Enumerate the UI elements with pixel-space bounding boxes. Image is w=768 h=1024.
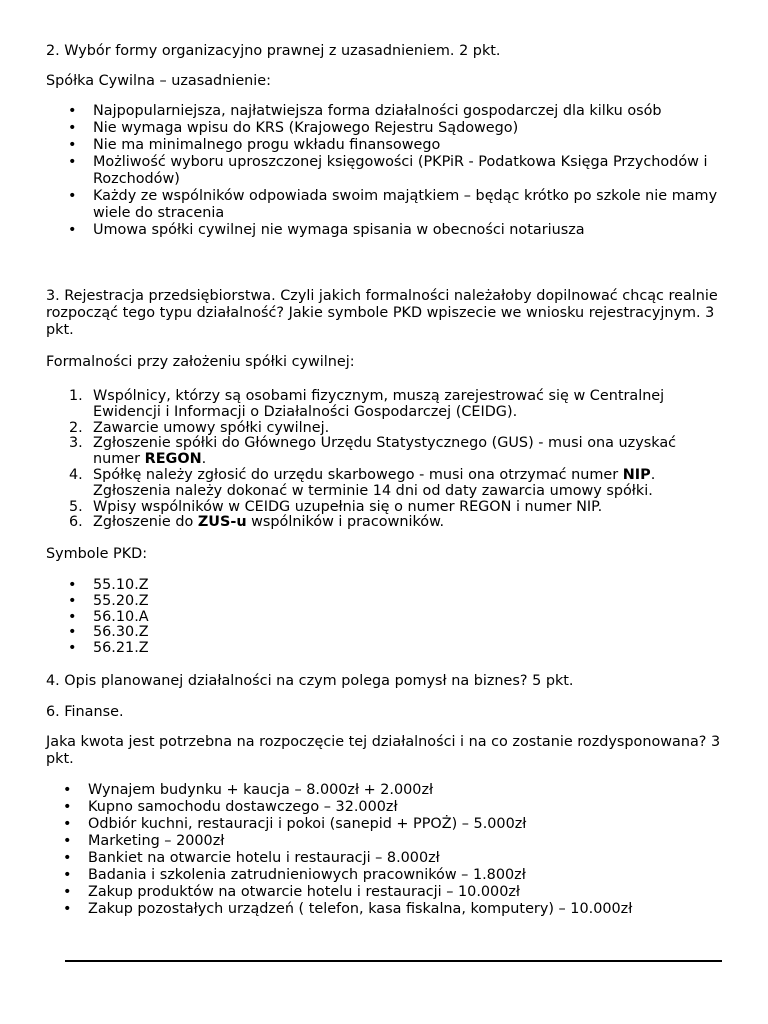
horizontal-rule bbox=[65, 960, 722, 962]
list-item: • 56.10.A bbox=[68, 608, 149, 625]
section-2-subheading: Spółka Cywilna – uzasadnienie: bbox=[46, 73, 271, 89]
regon-term: REGON bbox=[144, 451, 202, 468]
list-item: • Zakup pozostałych urządzeń ( telefon, kasa fiskalna, komputery) – 10.000zł bbox=[63, 901, 633, 917]
list-item: 1. Wspólnicy, którzy są osobami fizycznym, muszą zarejestrować się w Centralnej Ewidencji i Informacji o Działalności Gospodarczej (CEIDG). bbox=[69, 388, 665, 420]
bullet-marker: • bbox=[68, 640, 77, 657]
list-item: • Każdy ze wspólników odpowiada swoim majątkiem – będąc krótko po szkole nie mamy wiele do stracenia bbox=[68, 188, 718, 221]
section-4-heading: 4. Opis planowanej działalności na czym polega pomysł na biznes? 5 pkt. bbox=[46, 673, 574, 689]
bullet-marker: • bbox=[63, 884, 72, 900]
section-2-heading: 2. Wybór formy organizacyjno prawnej z uzasadnieniem. 2 pkt. bbox=[46, 43, 501, 59]
pkd-title: Symbole PKD: bbox=[46, 546, 148, 562]
finance-question: Jaka kwota jest potrzebna na rozpoczęcie tej działalności i na co zostanie rozdysponowana? 3 pkt. bbox=[46, 734, 721, 767]
list-item: • Nie ma minimalnego progu wkładu finansowego bbox=[68, 137, 441, 153]
list-item: • Marketing – 2000zł bbox=[63, 833, 225, 849]
formalities-title: Formalności przy założeniu spółki cywilnej: bbox=[46, 354, 355, 370]
list-item: • Nie wymaga wpisu do KRS (Krajowego Rejestru Sądowego) bbox=[68, 120, 519, 136]
bullet-marker: • bbox=[63, 833, 72, 849]
list-item: • Odbiór kuchni, restauracji i pokoi (sanepid + PPOŻ) – 5.000zł bbox=[63, 816, 527, 832]
bullet-marker: • bbox=[68, 137, 77, 153]
bullet-marker: • bbox=[63, 782, 72, 798]
list-item: 3. Zgłoszenie spółki do Głównego Urzędu Statystycznego (GUS) - musi ona uzyskać numer REGON. bbox=[69, 435, 677, 468]
list-item: 6. Zgłoszenie do ZUS-u wspólników i pracowników. bbox=[69, 514, 445, 531]
justification-list bbox=[0, 103, 768, 239]
list-item: 2. Zawarcie umowy spółki cywilnej. bbox=[69, 419, 330, 436]
section-6-heading: 6. Finanse. bbox=[46, 704, 124, 720]
formalities-list bbox=[0, 389, 768, 531]
list-item: • 55.10.Z bbox=[68, 577, 149, 593]
list-item: • Zakup produktów na otwarcie hotelu i restauracji – 10.000zł bbox=[63, 884, 521, 900]
list-item: • Umowa spółki cywilnej nie wymaga spisania w obecności notariusza bbox=[68, 222, 585, 238]
bullet-marker: • bbox=[68, 188, 77, 204]
list-item: 4. Spółkę należy zgłosić do urzędu skarbowego - musi ona otrzymać numer NIP. Zgłoszenia należy dokonać w terminie 14 dni od daty zawarcia umowy spółki. bbox=[69, 466, 656, 499]
section-3-heading: 3. Rejestracja przedsiębiorstwa. Czyli jakich formalności należałoby dopilnować chcąc realnie rozpocząć tego typu działalność? Jakie symbole PKD wpiszecie we wniosku rejestracyjnym. 3 pkt. bbox=[46, 288, 718, 338]
list-item: • Badania i szkolenia zatrudnieniowych pracowników – 1.800zł bbox=[63, 867, 526, 883]
finance-list bbox=[0, 782, 768, 918]
bullet-marker: • bbox=[63, 799, 72, 815]
list-item: • 56.30.Z bbox=[68, 624, 149, 641]
bullet-marker: • bbox=[68, 120, 77, 136]
list-item: • 56.21.Z bbox=[68, 640, 149, 657]
list-item: • Wynajem budynku + kaucja – 8.000zł + 2.000zł bbox=[63, 782, 434, 798]
bullet-marker: • bbox=[68, 592, 77, 609]
list-item: • Możliwość wyboru uproszczonej księgowości (PKPiR - Podatkowa Księga Przychodów i Rozchodów) bbox=[68, 154, 708, 187]
bullet-marker: • bbox=[63, 816, 72, 832]
bullet-marker: • bbox=[68, 154, 77, 170]
bullet-marker: • bbox=[68, 577, 77, 593]
zus-term: ZUS-u bbox=[197, 514, 247, 531]
bullet-marker: • bbox=[63, 901, 72, 917]
pkd-code-list bbox=[0, 578, 768, 657]
list-item: • Bankiet na otwarcie hotelu i restauracji – 8.000zł bbox=[63, 850, 440, 866]
bullet-marker: • bbox=[63, 867, 72, 883]
list-item: • 55.20.Z bbox=[68, 592, 149, 609]
bullet-marker: • bbox=[68, 103, 77, 119]
list-item: 5. Wpisy wspólników w CEIDG uzupełnia się o numer REGON i numer NIP. bbox=[69, 498, 603, 515]
list-item: • Najpopularniejsza, najłatwiejsza forma działalności gospodarczej dla kilku osób bbox=[68, 103, 662, 119]
bullet-marker: • bbox=[68, 624, 77, 641]
nip-term: NIP bbox=[622, 466, 651, 483]
bullet-marker: • bbox=[68, 222, 77, 238]
bullet-marker: • bbox=[68, 608, 77, 625]
bullet-marker: • bbox=[63, 850, 72, 866]
list-item: • Kupno samochodu dostawczego – 32.000zł bbox=[63, 799, 398, 815]
